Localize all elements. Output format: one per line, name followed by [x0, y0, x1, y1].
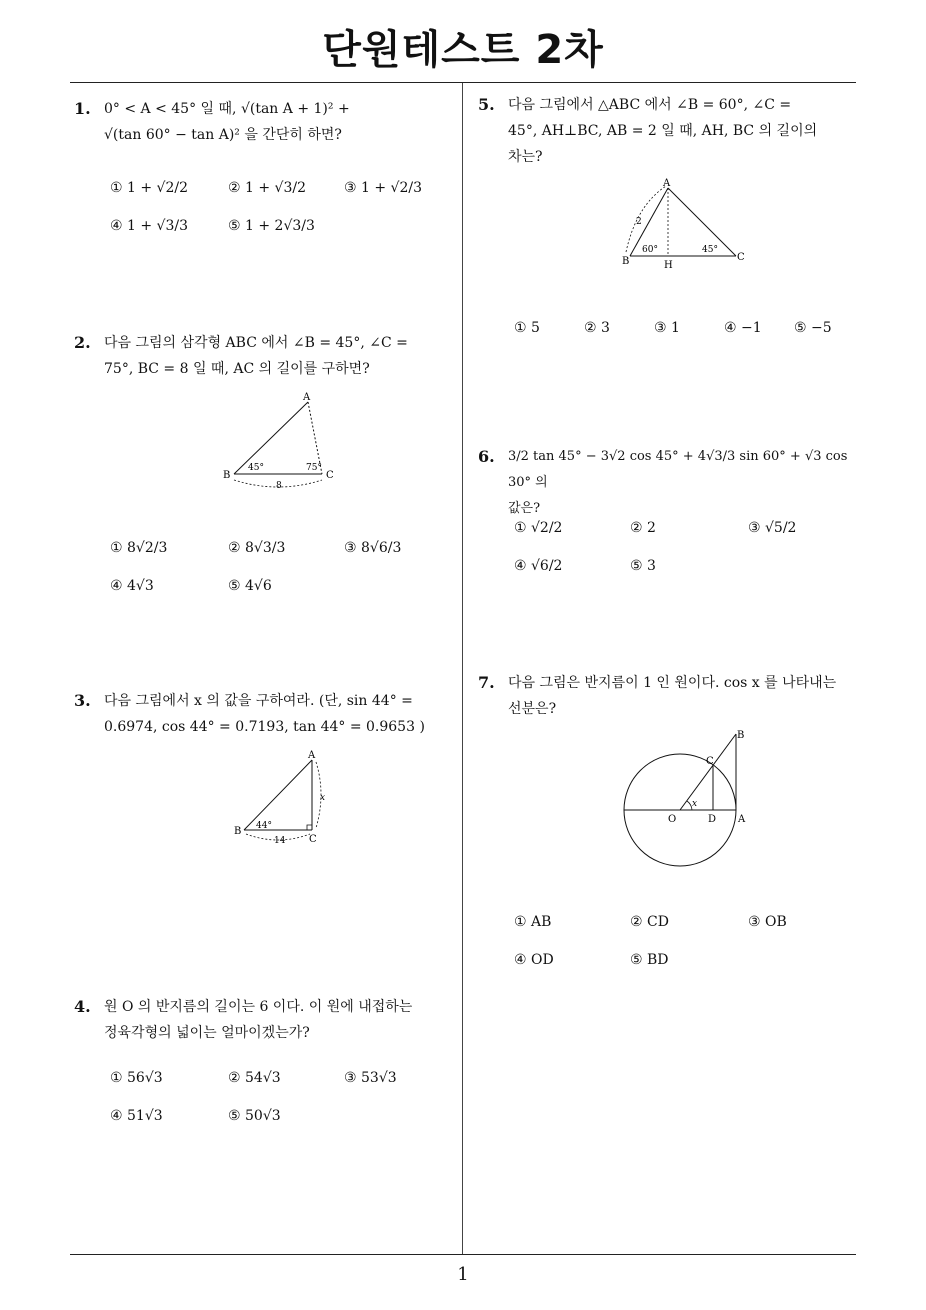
question-text-line: 3/2 tan 45° − 3√2 cos 45° + 4√3/3 sin 60° + √3 cos 30° 의: [508, 449, 848, 490]
option-2[interactable]: ② CD: [630, 914, 669, 930]
page-title: 단원테스트 2차: [322, 27, 604, 73]
point-d-label: D: [708, 814, 717, 825]
question-text-line: 다음 그림에서 △ABC 에서 ∠B = 60°, ∠C =: [508, 97, 792, 113]
vertex-c-label: C: [737, 252, 745, 263]
side-bc-label: 14: [274, 836, 286, 846]
option-1[interactable]: ① 8√2/3: [110, 540, 168, 556]
question-text-line: 다음 그림의 삼각형 ABC 에서 ∠B = 45°, ∠C =: [104, 335, 408, 351]
question-text-line: 정육각형의 넓이는 얼마이겠는가?: [104, 1025, 310, 1041]
vertex-c-label: C: [326, 470, 334, 481]
vertex-a-label: A: [308, 750, 316, 761]
option-2[interactable]: ② 54√3: [228, 1070, 281, 1086]
question-text-line: 값은?: [508, 501, 541, 516]
question-number: 5.: [478, 95, 495, 114]
question-text: [104, 688, 456, 740]
question-6: [478, 444, 860, 516]
question-number: 2.: [74, 333, 91, 352]
question-text-line: 다음 그림은 반지름이 1 인 원이다. cos x 를 나타내는: [508, 675, 837, 691]
foot-h-label: H: [664, 260, 673, 271]
option-4[interactable]: ④ −1: [724, 320, 762, 336]
question-text: [508, 92, 860, 170]
triangle-figure: [220, 390, 340, 490]
question-text-line: 원 O 의 반지름의 길이는 6 이다. 이 원에 내접하는: [104, 999, 413, 1015]
question-text-line: 0.6974, cos 44° = 0.7193, tan 44° = 0.9653 ): [104, 719, 425, 735]
question-number: 3.: [74, 691, 91, 710]
point-b-label: B: [737, 730, 745, 741]
point-a-label: A: [738, 814, 746, 825]
angle-c-label: 75°: [306, 463, 322, 473]
question-text-line: 선분은?: [508, 701, 557, 717]
angle-c-label: 45°: [702, 245, 718, 255]
option-2[interactable]: ② 8√3/3: [228, 540, 286, 556]
point-c-label: C: [706, 756, 714, 767]
option-4[interactable]: ④ OD: [514, 952, 554, 968]
side-ac-label: x: [320, 793, 326, 803]
question-text-line: √(tan 60° − tan A)² 을 간단히 하면?: [104, 127, 342, 143]
option-3[interactable]: ③ OB: [748, 914, 787, 930]
question-text-line: 75°, BC = 8 일 때, AC 의 길이를 구하면?: [104, 361, 370, 377]
option-5[interactable]: ⑤ 50√3: [228, 1108, 281, 1124]
option-4[interactable]: ④ 51√3: [110, 1108, 163, 1124]
question-number: 6.: [478, 447, 495, 466]
question-number: 4.: [74, 997, 91, 1016]
top-rule: [70, 82, 856, 83]
triangle-height-figure: [616, 176, 756, 272]
side-ab: [244, 760, 312, 830]
option-3[interactable]: ③ 53√3: [344, 1070, 397, 1086]
side-ab: [234, 402, 308, 474]
question-text: [104, 330, 456, 382]
option-1[interactable]: ① √2/2: [514, 520, 563, 536]
option-2[interactable]: ② 2: [630, 520, 656, 536]
center-o-label: O: [668, 814, 677, 825]
question-4: [74, 994, 456, 1054]
question-text: [508, 670, 860, 722]
vertex-a-label: A: [303, 392, 311, 403]
question-text-line: 차는?: [508, 149, 543, 165]
vertex-b-label: B: [223, 470, 231, 481]
question-3: [74, 688, 456, 748]
vertex-a-label: A: [663, 178, 671, 189]
angle-b-label: 45°: [248, 463, 264, 473]
question-number: 1.: [74, 99, 91, 118]
option-1[interactable]: ① 1 + √2/2: [110, 180, 188, 196]
question-text: [104, 96, 456, 148]
option-5[interactable]: ⑤ 4√6: [228, 578, 272, 594]
option-1[interactable]: ① 5: [514, 320, 540, 336]
column-divider: [462, 83, 463, 1255]
side-length-label: 2: [636, 217, 642, 227]
option-4[interactable]: ④ 1 + √3/3: [110, 218, 188, 234]
option-1[interactable]: ① 56√3: [110, 1070, 163, 1086]
option-5[interactable]: ⑤ 3: [630, 558, 656, 574]
right-triangle-figure: [230, 748, 340, 848]
vertex-c-label: C: [309, 834, 317, 845]
question-text: [104, 994, 456, 1046]
question-text-line: 다음 그림에서 x 의 값을 구하여라. (단, sin 44° =: [104, 693, 413, 709]
question-7: [478, 670, 860, 730]
bottom-rule: [70, 1254, 856, 1255]
unit-circle-figure: [614, 726, 754, 876]
angle-b-label: 44°: [256, 821, 272, 831]
option-2[interactable]: ② 3: [584, 320, 610, 336]
question-number: 7.: [478, 673, 495, 692]
side-length-label: 8: [276, 481, 282, 490]
angle-b-label: 60°: [642, 245, 658, 255]
option-3[interactable]: ③ 1: [654, 320, 680, 336]
question-5: [478, 92, 860, 172]
line-ob: [680, 734, 736, 810]
option-4[interactable]: ④ 4√3: [110, 578, 154, 594]
question-text-line: 45°, AH⊥BC, AB = 2 일 때, AH, BC 의 길이의: [508, 123, 818, 139]
option-5[interactable]: ⑤ 1 + 2√3/3: [228, 218, 315, 234]
question-2: [74, 330, 456, 390]
option-2[interactable]: ② 1 + √3/2: [228, 180, 306, 196]
question-text: [508, 444, 860, 522]
option-3[interactable]: ③ 1 + √2/3: [344, 180, 422, 196]
option-4[interactable]: ④ √6/2: [514, 558, 563, 574]
page-number: 1: [457, 1264, 469, 1285]
option-5[interactable]: ⑤ BD: [630, 952, 669, 968]
option-1[interactable]: ① AB: [514, 914, 552, 930]
angle-x-label: x: [692, 799, 698, 809]
vertex-b-label: B: [622, 256, 630, 267]
option-3[interactable]: ③ √5/2: [748, 520, 797, 536]
question-text-line: 0° < A < 45° 일 때, √(tan A + 1)² +: [104, 101, 350, 117]
option-5[interactable]: ⑤ −5: [794, 320, 832, 336]
side-ab-brace: [626, 186, 666, 252]
vertex-b-label: B: [234, 826, 242, 837]
right-angle-mark: [307, 825, 312, 830]
option-3[interactable]: ③ 8√6/3: [344, 540, 402, 556]
